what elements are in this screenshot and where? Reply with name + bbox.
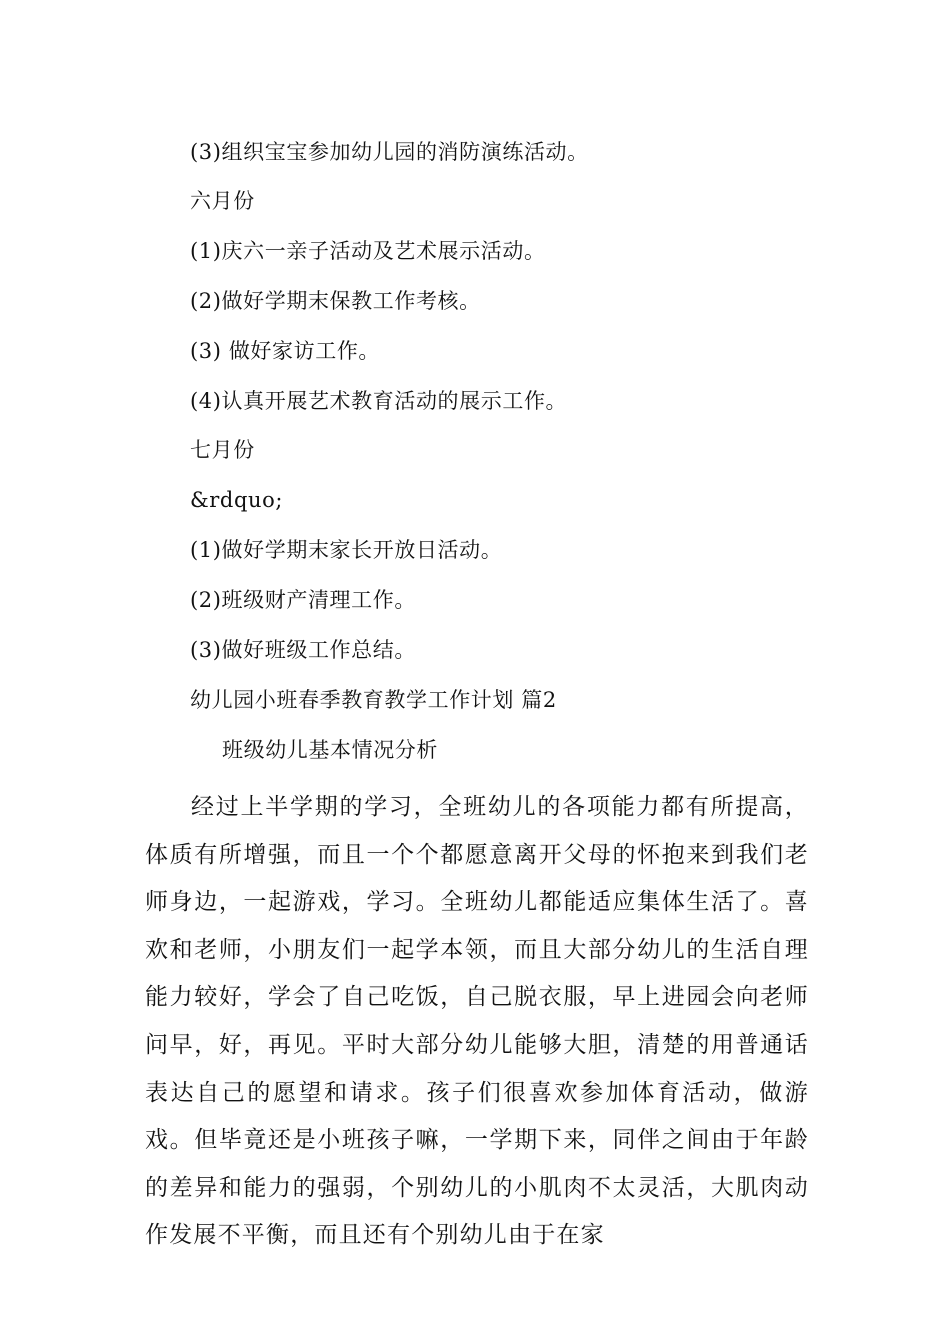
text-line-term-assessment: (2)做好学期末保教工作考核。 bbox=[190, 289, 481, 313]
section-title-plan-2: 幼儿园小班春季教育教学工作计划 篇2 bbox=[190, 688, 557, 712]
heading-june: 六月份 bbox=[190, 189, 255, 213]
text-line-entity-artifact: &rdquo; bbox=[190, 488, 284, 512]
subheading-class-analysis: 班级幼儿基本情况分析 bbox=[222, 738, 438, 762]
text-line-childrens-day: (1)庆六一亲子活动及艺术展示活动。 bbox=[190, 239, 546, 263]
text-line-home-visit: (3) 做好家访工作。 bbox=[190, 339, 381, 363]
text-line-work-summary: (3)做好班级工作总结。 bbox=[190, 638, 416, 662]
body-paragraph-class-analysis: 经过上半学期的学习，全班幼儿的各项能力都有所提高，体质有所增强，而且一个个都愿意离开父母的怀抱来到我们老师身边，一起游戏，学习。全班幼儿都能适应集体生活了。喜欢和老师，小朋友们一起学本领，而且大部分幼儿的生活自理能力较好，学会了自己吃饭，自己脱衣服，早上进园会向老师问早，好，再见。平时大部分幼儿能够大胆，清楚的用普通话表达自己的愿望和请求。孩子们很喜欢参加体育活动，做游戏。但毕竟还是小班孩子嘛，一学期下来，同伴之间由于年龄的差异和能力的强弱，个别幼儿的小肌肉不太灵活，大肌肉动作发展不平衡，而且还有个别幼儿由于在家 bbox=[145, 794, 809, 1249]
text-line-art-showcase: (4)认真开展艺术教育活动的展示工作。 bbox=[190, 389, 568, 413]
text-line-property-inventory: (2)班级财产清理工作。 bbox=[190, 588, 416, 612]
heading-july: 七月份 bbox=[190, 438, 255, 462]
text-line-fire-drill: (3)组织宝宝参加幼儿园的消防演练活动。 bbox=[190, 140, 589, 164]
text-line-open-day: (1)做好学期末家长开放日活动。 bbox=[190, 538, 503, 562]
